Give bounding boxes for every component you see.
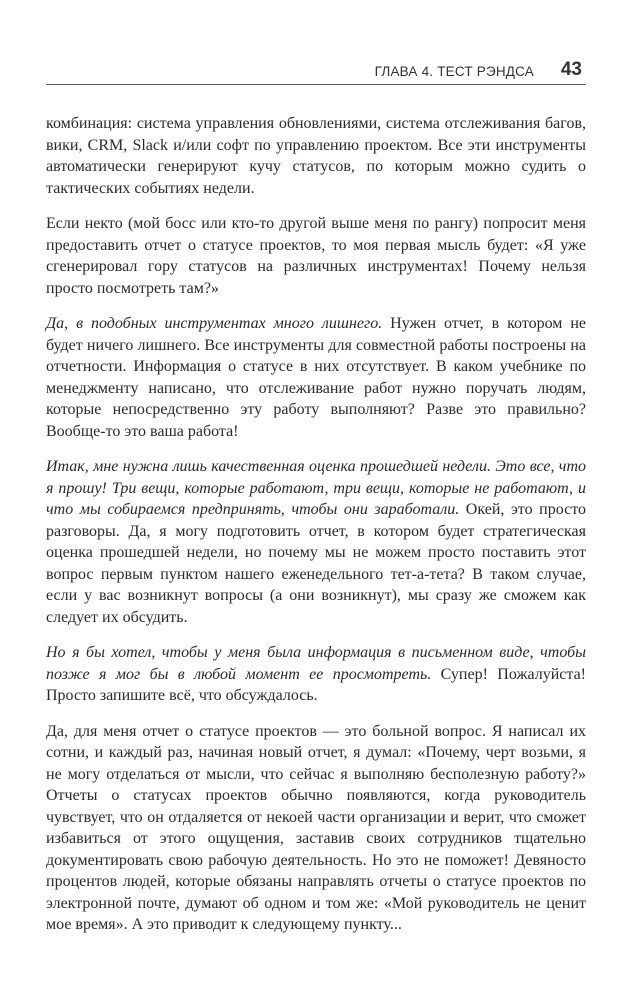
paragraph-text: комбинация: система управления обновлениями, система отслеживания багов, вики, CRM, Slack и/или софт по управлению проектом. Все эти инструменты автоматически генерируют кучу статусов, по которым можно судить о тактических событиях недели. (46, 115, 586, 197)
running-header (46, 56, 586, 86)
paragraph (46, 113, 586, 199)
paragraph-text: Окей, это просто разговоры. Да, я могу подготовить отчет, в котором будет стратегическая оценка прошедшей недели, но почему мы не можем просто поставить этот вопрос первым пунктом нашего еженедельного тет-а-тета? В таком случае, если у вас возникнут вопросы (а они возникнут), мы сразу же сможем как следует их обсудить. (46, 501, 586, 626)
italic-remark: Итак, мне нужна лишь качественная оценка прошедшей недели. Это все, что я прошу! Три вещи, которые работают, три вещи, которые не работают, и что мы собираемся предпринять, чтобы они заработали. (46, 458, 586, 518)
page-body (46, 113, 586, 950)
paragraph-text: Да, для меня отчет о статусе проектов — это больной вопрос. Я написал их сотни, и каждый раз, начиная новый отчет, я думал: «Почему, черт возьми, я не могу отделаться от мысли, что сейчас я выполняю бесполезную работу?» Отчеты о статусах проектов обычно появляются, когда руководитель чувствует, что он отдаляется от некоей части организации и верит, что сможет избавиться от этого ощущения, заставив своих сотрудников тщательно документировать свою рабочую деятельность. Но это не поможет! Девяносто процентов людей, которые обязаны направлять отчеты о статусе проектов по электронной почте, думают об одном и том же: «Мой руководитель не ценит мое время». А это приводит к следующему пункту... (46, 722, 586, 933)
italic-remark: Но я бы хотел, чтобы у меня была информация в письменном виде, чтобы позже я мог бы в любой момент ее просмотреть. (46, 644, 586, 683)
page-number: 43 (560, 59, 582, 80)
paragraph (46, 721, 586, 936)
paragraph (46, 642, 586, 707)
paragraph (46, 313, 586, 442)
italic-remark: Да, в подобных инструментах много лишнего. (46, 315, 383, 332)
header-rule (46, 84, 586, 85)
paragraph (46, 213, 586, 299)
paragraph-text: Нужен отчет, в котором не будет ничего лишнего. Все инструменты для совместной работы построены на отчетности. Информация о статусе в них отсутствует. В каком учебнике по менеджменту написано, что отслеживание работ нужно поручать людям, которые непосредственно эту работу выполняют? Разве это правильно? Вообще-то это ваша работа! (46, 315, 586, 440)
paragraph-text: Супер! Пожалуйста! Просто запишите всё, что обсуждалось. (46, 665, 587, 704)
chapter-title: ГЛАВА 4. ТЕСТ РЭНДСА (374, 64, 534, 79)
paragraph-text: Если некто (мой босс или кто-то другой выше меня по рангу) попросит меня предоставить отчет о статусе проектов, то моя первая мысль будет: «Я уже сгенерировал гору статусов на различных инструментах! Почему нельзя просто посмотреть там?» (46, 215, 586, 297)
paragraph (46, 456, 586, 628)
